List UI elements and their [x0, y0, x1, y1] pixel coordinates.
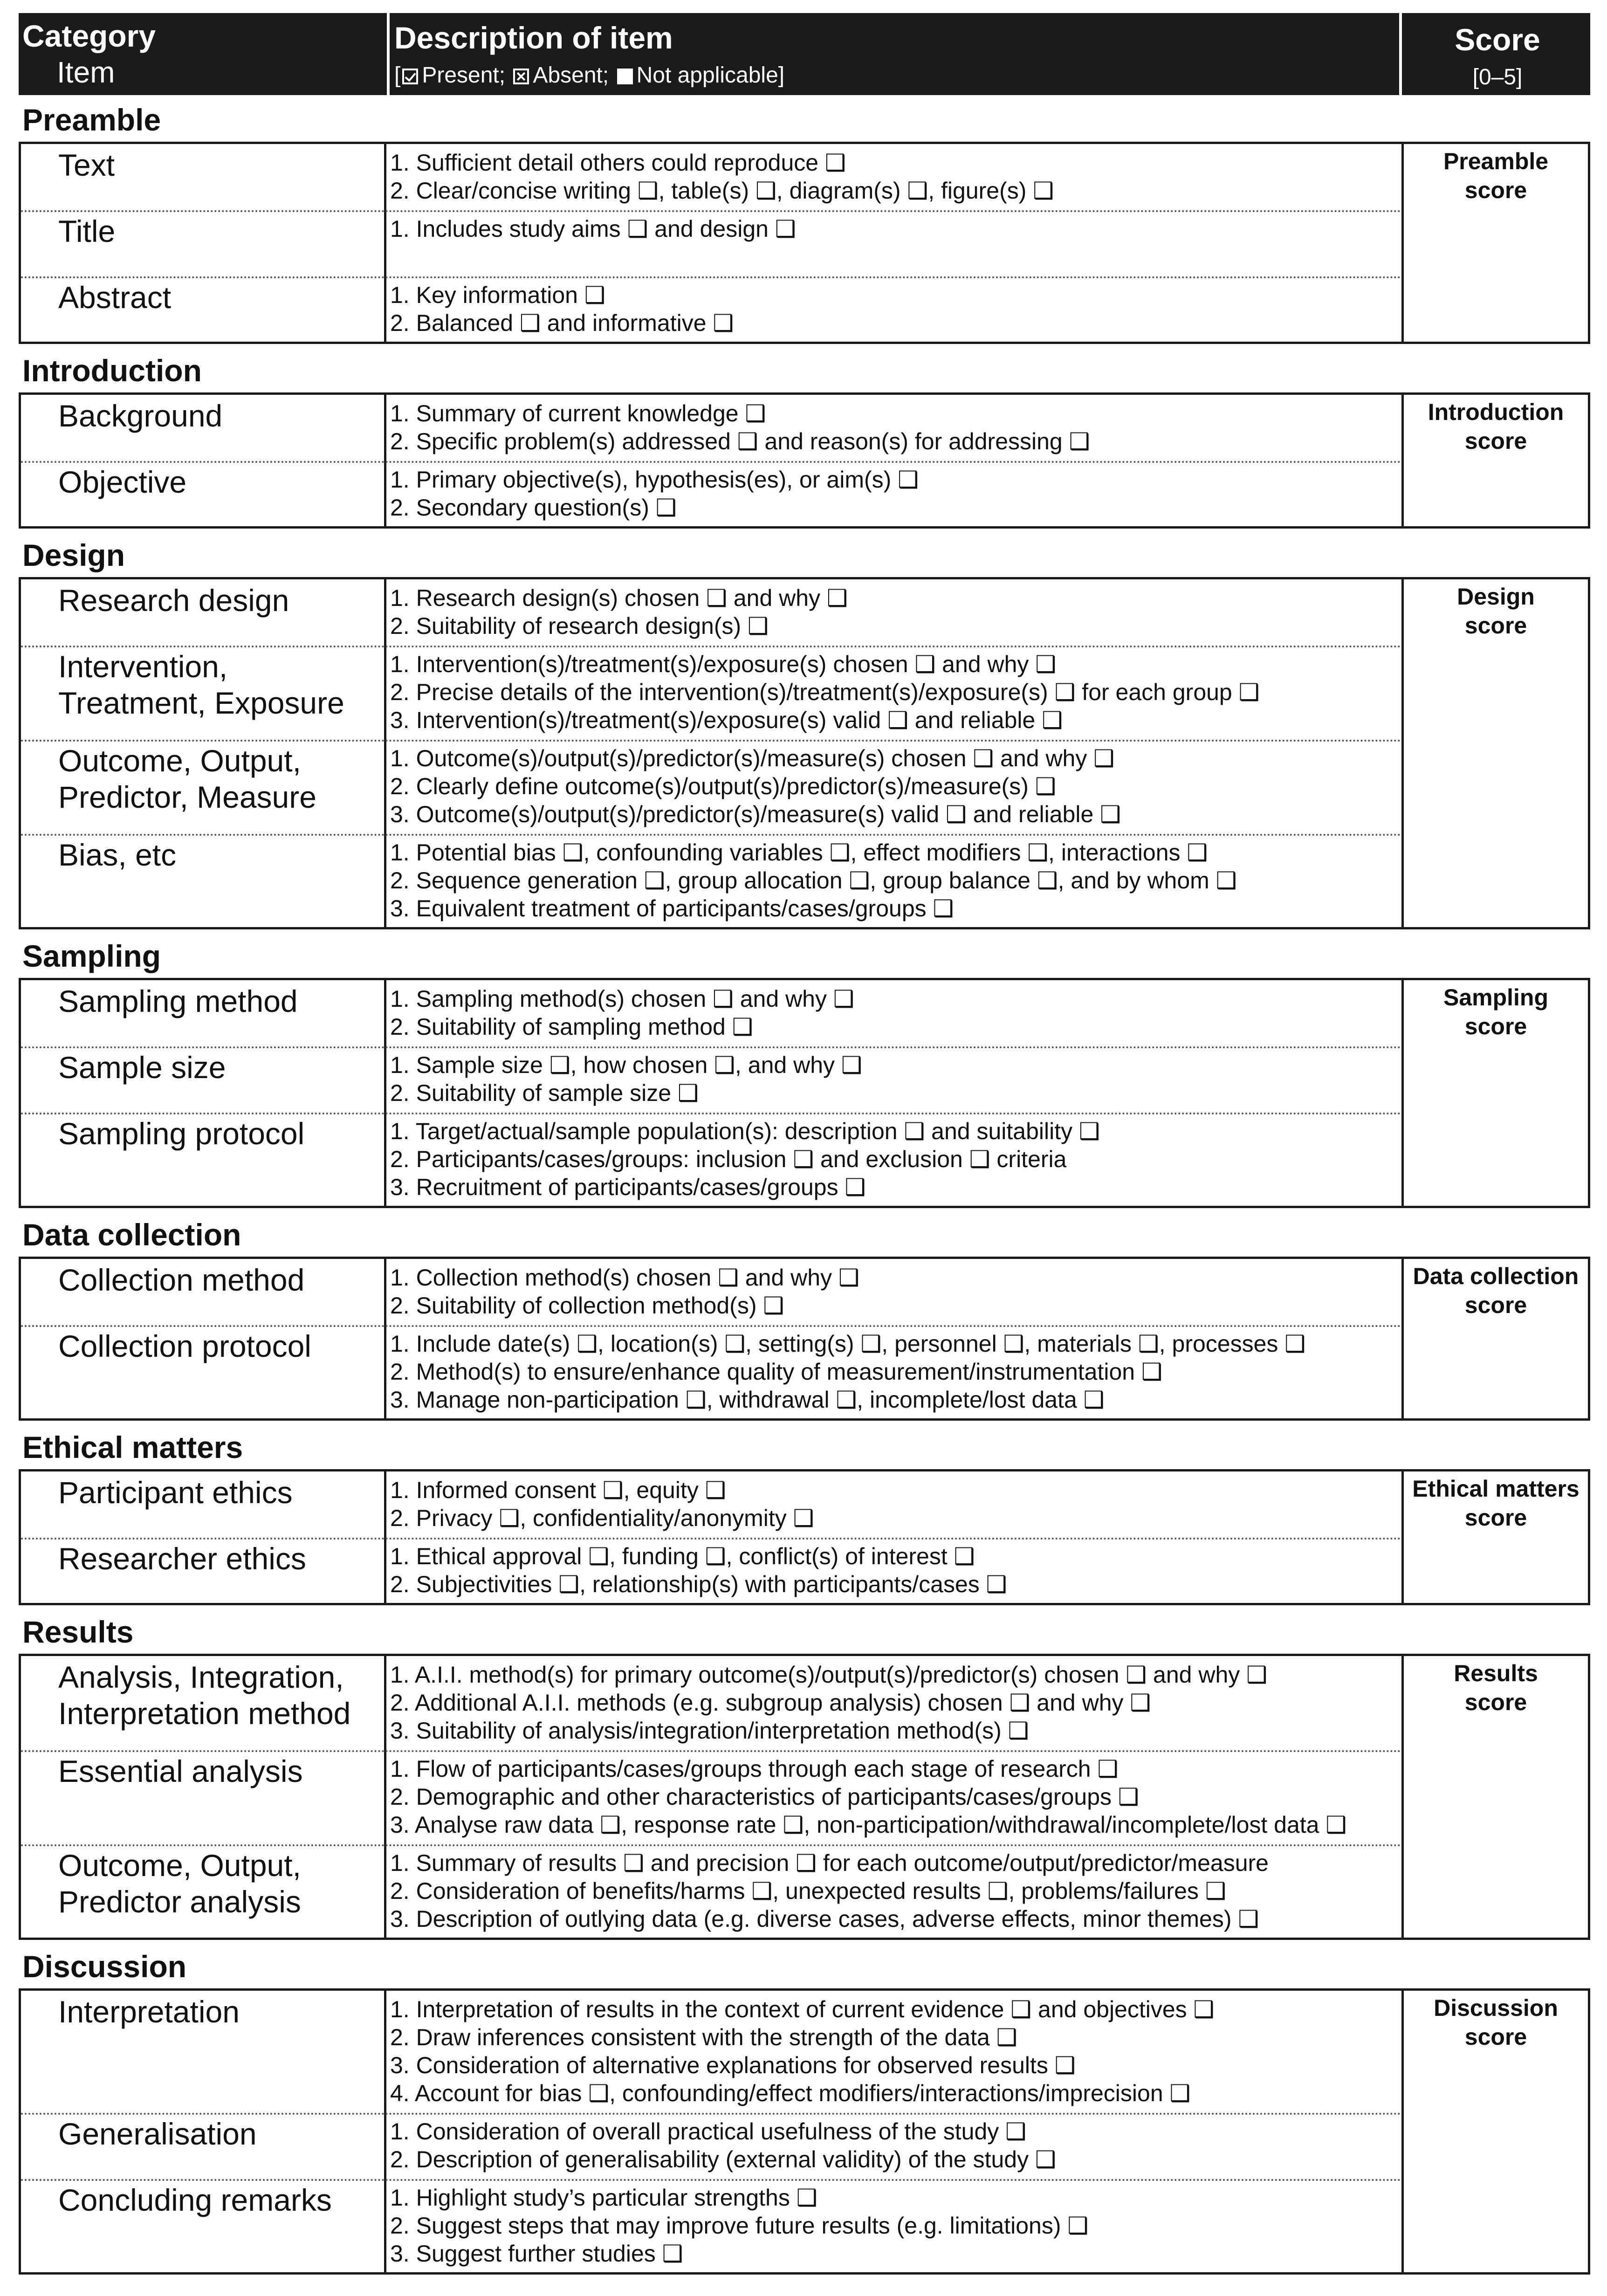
table-row — [21, 1259, 1401, 1325]
section-table — [19, 1654, 1590, 1940]
item-name: Text — [58, 148, 115, 182]
section-title: Data collection — [22, 1217, 241, 1252]
criterion-line: 4. Account for bias ❑, confounding/effect modifiers/interactions/imprecision ❑ — [390, 2080, 1191, 2106]
section-table — [19, 1257, 1590, 1421]
item-name: Participant ethics — [58, 1475, 293, 1510]
item-criteria — [390, 215, 796, 243]
table-row — [21, 1991, 1401, 2113]
table-row — [21, 2179, 1401, 2273]
table-header — [19, 13, 1590, 95]
criterion-line: 2. Suggest steps that may improve future results (e.g. limitations) ❑ — [390, 2213, 1089, 2239]
item-criteria — [390, 466, 919, 522]
item-name: Analysis, Integration, Interpretation method — [58, 1660, 351, 1731]
criterion-line: 1. Primary objective(s), hypothesis(es), or aim(s) ❑ — [390, 467, 919, 493]
criterion-line: 2. Precise details of the intervention(s)/treatment(s)/exposure(s) ❑ for each group ❑ — [390, 679, 1260, 705]
header-score-range: [0–5] — [1472, 65, 1523, 89]
criterion-line: 2. Draw inferences consistent with the strength of the data ❑ — [390, 2024, 1017, 2050]
item-criteria — [390, 839, 1237, 922]
item-criteria — [390, 1476, 814, 1532]
section-score-label: Design score — [1457, 584, 1535, 639]
table-row — [21, 2113, 1401, 2179]
item-criteria — [390, 650, 1259, 734]
item-name: Abstract — [58, 280, 172, 315]
legend-absent: Absent; — [533, 63, 609, 88]
section-score-label: Data collection score — [1413, 1263, 1579, 1318]
score-column — [1401, 579, 1588, 927]
score-column — [1401, 1656, 1588, 1938]
item-criteria — [390, 1051, 862, 1107]
criterion-line: 3. Recruitment of participants/cases/groups ❑ — [390, 1174, 866, 1200]
criterion-line: 2. Description of generalisability (external validity) of the study ❑ — [390, 2146, 1056, 2172]
criterion-line: 2. Suitability of collection method(s) ❑ — [390, 1292, 784, 1319]
score-column — [1401, 1991, 1588, 2272]
item-criteria — [390, 399, 1090, 455]
criterion-line: 1. Sample size ❑, how chosen ❑, and why ❑ — [390, 1052, 862, 1078]
table-row — [21, 461, 1401, 527]
section-score-label: Ethical matters score — [1412, 1476, 1580, 1531]
criterion-line: 1. Research design(s) chosen ❑ and why ❑ — [390, 585, 848, 611]
item-criteria — [390, 744, 1121, 828]
table-row — [21, 1538, 1401, 1604]
table-row — [21, 1113, 1401, 1207]
score-column — [1401, 395, 1588, 526]
item-criteria — [390, 1117, 1100, 1201]
criterion-line: 3. Suggest further studies ❑ — [390, 2241, 683, 2267]
criterion-line: 1. Consideration of overall practical usefulness of the study ❑ — [390, 2118, 1026, 2145]
section-table — [19, 1988, 1590, 2275]
item-name: Intervention, Treatment, Exposure — [58, 649, 344, 720]
criterion-line: 2. Sequence generation ❑, group allocation ❑, group balance ❑, and by whom ❑ — [390, 867, 1237, 894]
section-title: Ethical matters — [22, 1430, 243, 1464]
criterion-line: 3. Outcome(s)/output(s)/predictor(s)/measure(s) valid ❑ and reliable ❑ — [390, 801, 1121, 827]
criterion-line: 2. Consideration of benefits/harms ❑, unexpected results ❑, problems/failures ❑ — [390, 1878, 1226, 1904]
criterion-line: 1. Intervention(s)/treatment(s)/exposure(s) chosen ❑ and why ❑ — [390, 651, 1057, 677]
header-item: Item — [57, 55, 115, 89]
criterion-line: 1. Key information ❑ — [390, 282, 605, 308]
item-criteria — [390, 1661, 1267, 1745]
section-table — [19, 142, 1590, 344]
section-score-label: Sampling score — [1443, 984, 1549, 1039]
section-table — [19, 392, 1590, 529]
table-row — [21, 1471, 1401, 1538]
criterion-line: 1. Interpretation of results in the context of current evidence ❑ and objectives ❑ — [390, 1996, 1215, 2022]
item-name: Sampling method — [58, 984, 298, 1018]
criterion-line: 3. Analyse raw data ❑, response rate ❑, non-participation/withdrawal/incomplete/lost data ❑ — [390, 1812, 1347, 1838]
item-name: Concluding remarks — [58, 2183, 332, 2217]
table-row — [21, 1844, 1401, 1939]
section-title: Introduction — [22, 353, 202, 388]
header-score: Score — [1455, 22, 1540, 57]
criterion-line: 1. A.I.I. method(s) for primary outcome(s)/output(s)/predictor(s) chosen ❑ and why ❑ — [390, 1662, 1267, 1688]
criterion-line: 1. Potential bias ❑, confounding variables ❑, effect modifiers ❑, interactions ❑ — [390, 839, 1208, 866]
table-row — [21, 1046, 1401, 1113]
criterion-line: 1. Highlight study’s particular strengths ❑ — [390, 2185, 817, 2211]
criterion-line: 2. Participants/cases/groups: inclusion ❑ and exclusion ❑ criteria — [390, 1146, 1067, 1172]
item-criteria — [390, 149, 1054, 205]
item-criteria — [390, 1542, 1007, 1598]
criterion-line: 3. Consideration of alternative explanations for observed results ❑ — [390, 2052, 1076, 2078]
section-score-label: Results score — [1454, 1660, 1538, 1715]
section-score-label: Discussion score — [1434, 1995, 1558, 2050]
table-row — [21, 740, 1401, 834]
criterion-line: 1. Flow of participants/cases/groups through each stage of research ❑ — [390, 1756, 1119, 1782]
section-table — [19, 577, 1590, 929]
section-title: Sampling — [22, 939, 161, 973]
criterion-line: 1. Target/actual/sample population(s): description ❑ and suitability ❑ — [390, 1118, 1100, 1144]
item-name: Outcome, Output, Predictor, Measure — [58, 743, 316, 814]
criterion-line: 1. Outcome(s)/output(s)/predictor(s)/measure(s) chosen ❑ and why ❑ — [390, 745, 1115, 771]
section-table — [19, 1469, 1590, 1605]
criterion-line: 2. Method(s) to ensure/enhance quality of measurement/instrumentation ❑ — [390, 1359, 1162, 1385]
criterion-line: 1. Include date(s) ❑, location(s) ❑, setting(s) ❑, personnel ❑, materials ❑, processes ❑ — [390, 1331, 1306, 1357]
criterion-line: 1. Includes study aims ❑ and design ❑ — [390, 216, 796, 242]
item-name: Title — [58, 214, 116, 248]
item-name: Background — [58, 399, 223, 433]
item-name: Sample size — [58, 1050, 226, 1085]
legend-not-applicable: Not applicable] — [636, 63, 785, 88]
criterion-line: 2. Specific problem(s) addressed ❑ and reason(s) for addressing ❑ — [390, 428, 1090, 454]
criterion-line: 1. Summary of current knowledge ❑ — [390, 400, 766, 426]
item-criteria — [390, 985, 854, 1041]
criterion-line: 3. Manage non-participation ❑, withdrawal ❑, incomplete/lost data ❑ — [390, 1387, 1105, 1413]
header-score-column — [1399, 13, 1593, 95]
not-applicable-square-icon — [617, 69, 633, 84]
table-row — [21, 1656, 1401, 1750]
criterion-line: 2. Suitability of research design(s) ❑ — [390, 613, 769, 639]
section-title: Design — [22, 538, 125, 572]
section-score-label: Introduction score — [1428, 399, 1564, 454]
table-row — [21, 1750, 1401, 1844]
item-name: Collection protocol — [58, 1329, 311, 1363]
table-row — [21, 276, 1401, 343]
header-category: Category — [22, 19, 156, 53]
criterion-line: 2. Secondary question(s) ❑ — [390, 495, 677, 521]
item-name: Objective — [58, 465, 187, 499]
item-criteria — [390, 1264, 859, 1320]
item-name: Outcome, Output, Predictor analysis — [58, 1848, 301, 1919]
score-column — [1401, 1471, 1588, 1603]
header-description: Description of item — [394, 21, 673, 55]
absent-checkbox-icon — [513, 69, 529, 84]
criterion-line: 2. Suitability of sampling method ❑ — [390, 1014, 753, 1040]
item-criteria — [390, 1849, 1269, 1933]
item-criteria — [390, 1995, 1214, 2107]
item-criteria — [390, 281, 734, 337]
criterion-line: 2. Clear/concise writing ❑, table(s) ❑, diagram(s) ❑, figure(s) ❑ — [390, 178, 1054, 204]
criterion-line: 2. Additional A.I.I. methods (e.g. subgroup analysis) chosen ❑ and why ❑ — [390, 1690, 1151, 1716]
section-score-label: Preamble score — [1443, 148, 1549, 203]
criterion-line: 1. Sampling method(s) chosen ❑ and why ❑ — [390, 986, 854, 1012]
table-row — [21, 395, 1401, 461]
item-criteria — [390, 1330, 1305, 1414]
table-row — [21, 579, 1401, 646]
section-title: Results — [22, 1615, 134, 1649]
criterion-line: 3. Intervention(s)/treatment(s)/exposure(s) valid ❑ and reliable ❑ — [390, 707, 1063, 733]
score-column — [1401, 1259, 1588, 1418]
criterion-line: 1. Informed consent ❑, equity ❑ — [390, 1477, 726, 1503]
criterion-line: 3. Suitability of analysis/integration/interpretation method(s) ❑ — [390, 1718, 1029, 1744]
table-row — [21, 646, 1401, 740]
table-row — [21, 210, 1401, 276]
item-criteria — [390, 1755, 1346, 1839]
criterion-line: 1. Ethical approval ❑, funding ❑, conflict(s) of interest ❑ — [390, 1543, 975, 1569]
criterion-line: 2. Subjectivities ❑, relationship(s) with participants/cases ❑ — [390, 1571, 1007, 1597]
criterion-line: 2. Suitability of sample size ❑ — [390, 1080, 699, 1106]
item-name: Interpretation — [58, 1994, 240, 2029]
criterion-line: 1. Collection method(s) chosen ❑ and why ❑ — [390, 1265, 859, 1291]
header-description-column — [387, 13, 1403, 95]
criterion-line: 3. Description of outlying data (e.g. diverse cases, adverse effects, minor themes) ❑ — [390, 1906, 1259, 1932]
header-category-column — [19, 13, 384, 95]
item-name: Essential analysis — [58, 1754, 303, 1788]
legend-present: Present; — [422, 63, 506, 88]
item-name: Bias, etc — [58, 838, 177, 872]
item-criteria — [390, 2117, 1056, 2173]
criterion-line: 2. Balanced ❑ and informative ❑ — [390, 310, 734, 336]
item-name: Collection method — [58, 1263, 305, 1297]
criterion-line: 1. Summary of results ❑ and precision ❑ for each outcome/output/predictor/measure — [390, 1850, 1269, 1876]
criterion-line: 2. Privacy ❑, confidentiality/anonymity ❑ — [390, 1505, 814, 1531]
section-title: Discussion — [22, 1949, 187, 1984]
present-checkbox-icon — [402, 69, 418, 84]
table-row — [21, 834, 1401, 928]
item-name: Sampling protocol — [58, 1116, 305, 1151]
section-title: Preamble — [22, 103, 161, 137]
criterion-line: 2. Demographic and other characteristics of participants/cases/groups ❑ — [390, 1784, 1139, 1810]
criterion-line: 2. Clearly define outcome(s)/output(s)/predictor(s)/measure(s) ❑ — [390, 773, 1056, 799]
item-name: Generalisation — [58, 2117, 257, 2151]
criterion-line: 3. Equivalent treatment of participants/cases/groups ❑ — [390, 895, 954, 921]
table-row — [21, 144, 1401, 210]
score-column — [1401, 144, 1588, 342]
table-row — [21, 1325, 1401, 1419]
item-criteria — [390, 584, 848, 640]
item-name: Researcher ethics — [58, 1541, 306, 1576]
table-row — [21, 980, 1401, 1046]
section-table — [19, 978, 1590, 1208]
item-name: Research design — [58, 583, 289, 618]
criterion-line: 1. Sufficient detail others could reproduce ❑ — [390, 150, 846, 176]
item-criteria — [390, 2184, 1088, 2268]
score-column — [1401, 980, 1588, 1206]
header-legend — [394, 62, 784, 89]
legend-open: [ — [394, 63, 401, 88]
